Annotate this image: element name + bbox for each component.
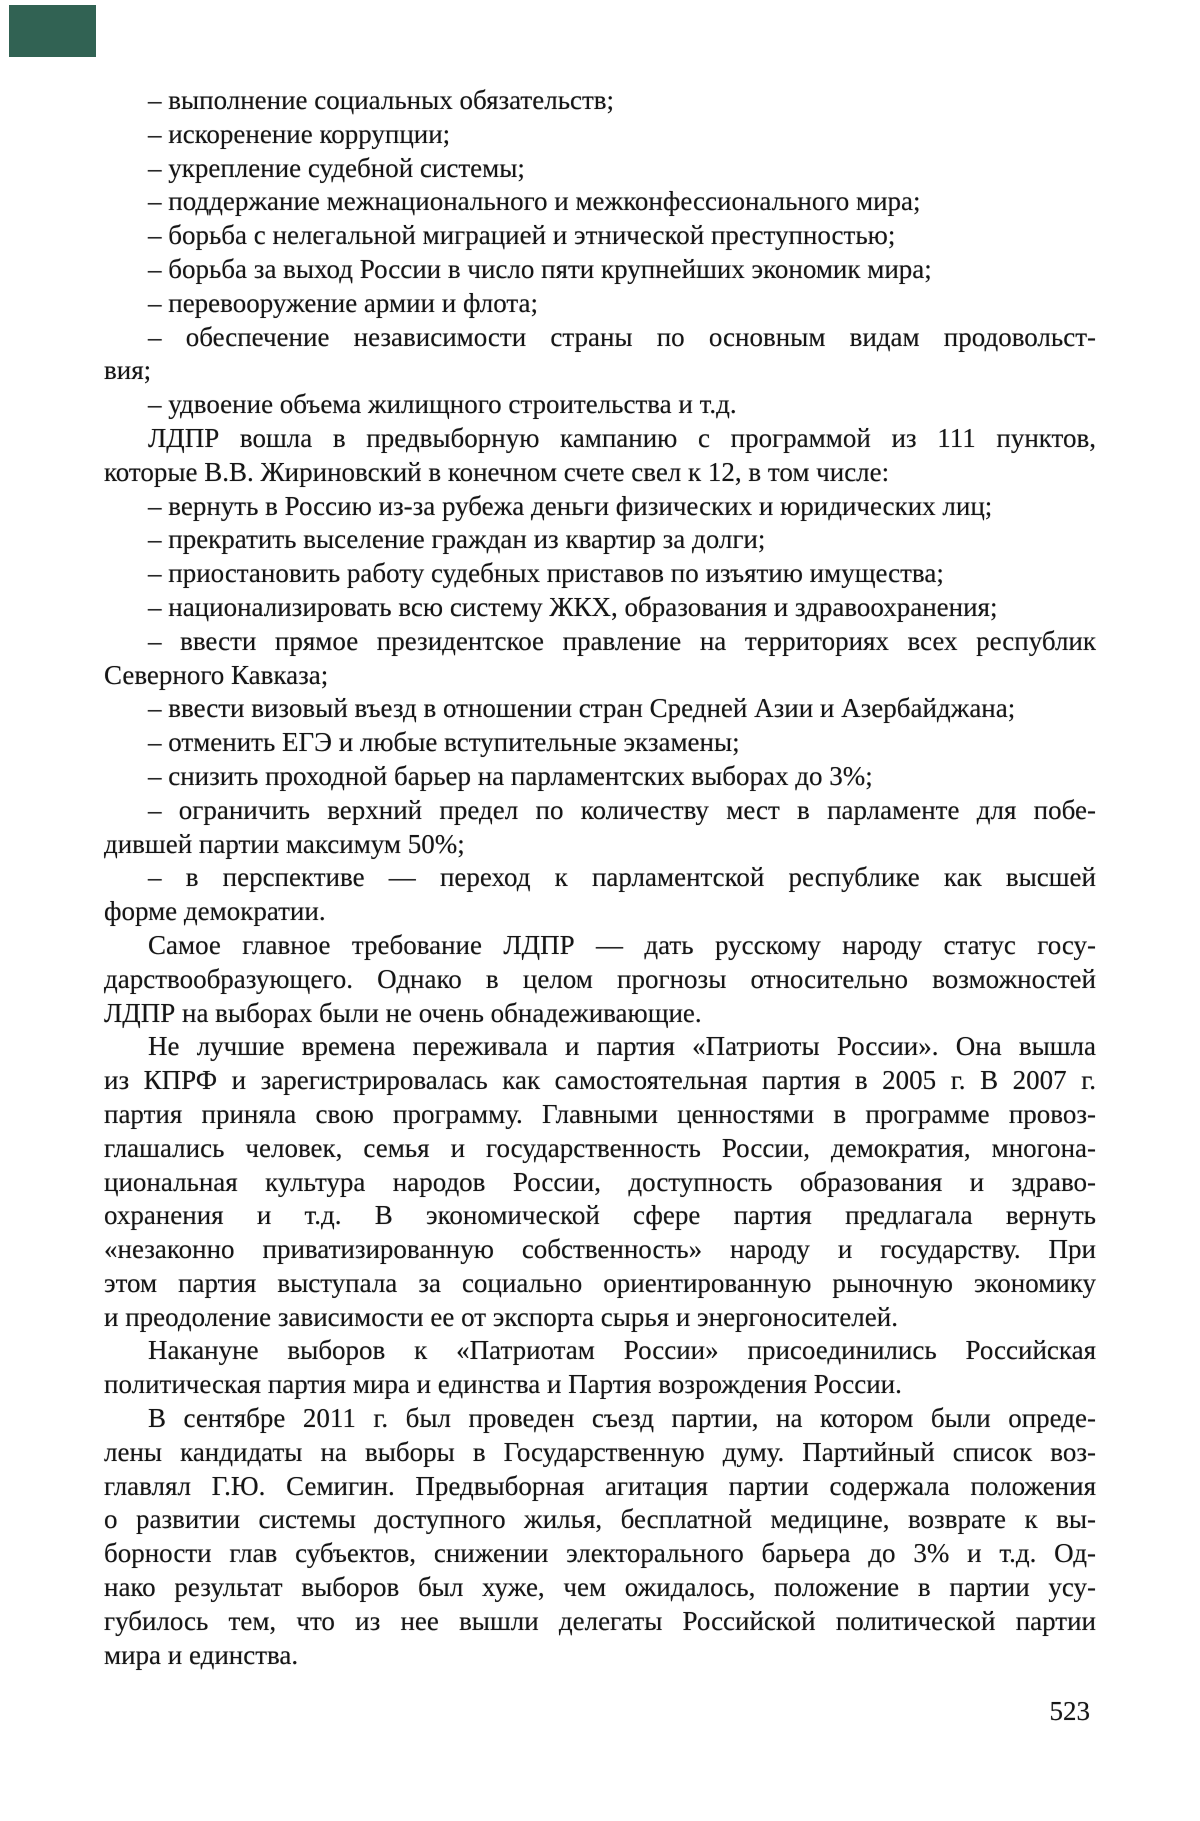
text-line: партия приняла свою программу. Главными ценностями в программе провоз- (104, 1098, 1096, 1129)
text-line: мира и единства. (104, 1639, 299, 1670)
text-line: – перевооружение армии и флота; (148, 287, 538, 318)
scan-artifact-corner (9, 5, 96, 57)
text-line: – поддержание межнационального и межконфессионального мира; (148, 186, 921, 217)
text-line: ЛДПР на выборах были не очень обнадеживающие. (104, 997, 702, 1028)
text-line: – укрепление судебной системы; (148, 152, 525, 183)
text-line: борности глав субъектов, снижении электорального барьера до 3% и т.д. Од- (104, 1538, 1096, 1569)
text-line: губилось тем, что из нее вышли делегаты Российской политической партии (104, 1605, 1096, 1636)
text-line: – прекратить выселение граждан из квартир за долги; (148, 524, 766, 555)
text-line: политическая партия мира и единства и Партия возрождения России. (104, 1369, 902, 1400)
text-line: вия; (104, 355, 152, 386)
text-line: «незаконно приватизированную собственность» народу и государству. При (104, 1234, 1096, 1265)
text-line: Не лучшие времена переживала и партия «Патриоты России». Она вышла (148, 1031, 1096, 1062)
text-line: – ограничить верхний предел по количеству мест в парламенте для побе- (148, 794, 1096, 825)
text-line: – отменить ЕГЭ и любые вступительные экзамены; (148, 727, 740, 758)
text-line: из КПРФ и зарегистрировалась как самостоятельная партия в 2005 г. В 2007 г. (104, 1065, 1096, 1096)
text-line: нако результат выборов был хуже, чем ожидалось, положение в партии усу- (104, 1572, 1096, 1603)
text-line: Накануне выборов к «Патриотам России» присоединились Российская (148, 1335, 1096, 1366)
page-text-block (104, 84, 1096, 1672)
text-line: – борьба за выход России в число пяти крупнейших экономик мира; (148, 253, 932, 284)
text-line: В сентябре 2011 г. был проведен съезд партии, на котором были опреде- (148, 1403, 1096, 1434)
text-line: циональная культура народов России, доступность образования и здраво- (104, 1166, 1096, 1197)
text-line: – вернуть в Россию из-за рубежа деньги физических и юридических лиц; (148, 490, 993, 521)
text-line: – снизить проходной барьер на парламентских выборах до 3%; (148, 760, 873, 791)
text-line: – удвоение объема жилищного строительства и т.д. (148, 389, 737, 420)
text-line: – искоренение коррупции; (148, 118, 451, 149)
text-line: – национализировать всю систему ЖКХ, образования и здравоохранения; (148, 591, 998, 622)
text-line: – ввести прямое президентское правление на территориях всех республик (148, 625, 1096, 656)
text-line: о развитии системы доступного жилья, бесплатной медицине, возврате к вы- (104, 1504, 1096, 1535)
text-line: дарствообразующего. Однако в целом прогнозы относительно возможностей (104, 963, 1096, 994)
text-line: – в перспективе — переход к парламентской республике как высшей (148, 862, 1096, 893)
text-line: и преодоление зависимости ее от экспорта сырья и энергоносителей. (104, 1301, 898, 1332)
text-line: дившей партии максимум 50%; (104, 828, 465, 859)
text-line: охранения и т.д. В экономической сфере партия предлагала вернуть (104, 1200, 1096, 1231)
page-number: 523 (1049, 1696, 1090, 1726)
text-line: – обеспечение независимости страны по основным видам продовольст- (148, 321, 1096, 352)
text-line: лены кандидаты на выборы в Государственную думу. Партийный список воз- (104, 1436, 1096, 1467)
text-line: главлял Г.Ю. Семигин. Предвыборная агитация партии содержала положения (104, 1470, 1096, 1501)
text-line: – приостановить работу судебных приставов по изъятию имущества; (148, 558, 944, 589)
text-line: форме демократии. (104, 896, 326, 927)
text-line: – выполнение социальных обязательств; (148, 85, 615, 115)
text-line: Самое главное требование ЛДПР — дать русскому народу статус госу- (148, 929, 1096, 960)
text-line: этом партия выступала за социально ориентированную рыночную экономику (104, 1267, 1096, 1298)
text-line: – ввести визовый въезд в отношении стран Средней Азии и Азербайджана; (148, 693, 1016, 724)
text-line: ЛДПР вошла в предвыборную кампанию с программой из 111 пунктов, (148, 422, 1096, 453)
text-line: глашались человек, семья и государственность России, демократия, многона- (104, 1132, 1096, 1163)
text-line: Северного Кавказа; (104, 659, 329, 690)
text-line: которые В.В. Жириновский в конечном счете свел к 12, в том числе: (104, 456, 890, 487)
text-line: – борьба с нелегальной миграцией и этнической преступностью; (148, 220, 896, 251)
